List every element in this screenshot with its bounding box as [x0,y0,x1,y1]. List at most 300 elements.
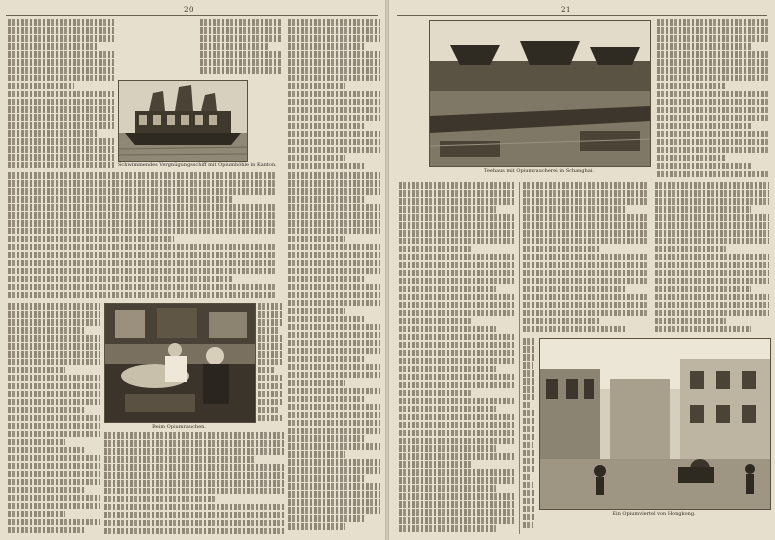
text-line [258,383,284,390]
text-line [523,362,533,369]
text-line [288,332,380,339]
text-line [399,430,515,437]
illustration-street [539,338,771,510]
text-line [8,319,100,326]
text-line [523,238,647,245]
text-line [399,334,515,341]
text-line [523,222,647,229]
text-line [288,348,380,355]
text-line [8,495,100,502]
text-line [8,27,114,34]
text-line [399,445,496,452]
text-line [655,262,769,269]
text-line [288,204,380,211]
text-line [657,67,769,74]
text-line [657,83,726,90]
text-line [8,99,114,106]
text-line [523,286,627,293]
text-line [288,364,380,371]
text-line [8,138,114,145]
text-line [104,488,284,495]
text-line [8,244,276,251]
text-line [288,340,380,347]
text-line [8,236,174,243]
text-line [399,318,471,325]
text-line [399,406,496,413]
text-line [655,254,769,261]
text-line [523,198,647,205]
text-line [104,472,284,479]
text-line [523,326,627,333]
text-line [399,358,515,365]
caption-street: Ein Opiumviertel von Hongkong. [612,511,696,517]
text-line [8,114,114,121]
caption-opium-den: Beim Opiumrauchen. [152,424,206,430]
text-line [104,464,284,471]
text-line [657,107,769,114]
text-line [399,294,515,301]
text-line [523,458,535,465]
illustration-pleasure-boat [118,80,248,162]
text-line [523,370,535,377]
text-line [8,471,100,478]
text-line [655,198,769,205]
text-line [655,222,769,229]
text-line [288,107,380,114]
text-line [523,402,530,409]
text-line [8,503,100,510]
text-line [399,214,515,221]
text-line [288,459,380,466]
text-line [258,303,284,310]
text-line [258,327,280,334]
text-line [655,238,769,245]
text-line [399,326,496,333]
text-line [523,230,647,237]
text-line [288,180,380,187]
text-line [288,188,380,195]
text-line [523,270,647,277]
text-line [8,391,100,398]
text-line [258,391,284,398]
text-line [288,324,380,331]
text-line [288,196,365,203]
text-line [399,477,515,484]
text-line [655,310,769,317]
text-line [288,316,365,323]
text-line [399,398,515,405]
text-line [288,147,380,154]
text-line [523,246,600,253]
text-line [399,422,515,429]
text-line [8,423,100,430]
text-line [288,155,345,162]
text-line [523,434,535,441]
text-line [288,284,380,291]
text-line [399,382,515,389]
text-line [399,469,515,476]
text-line [8,106,114,113]
illustration-opium-den [104,303,256,423]
text-line [655,326,751,333]
text-line [655,294,769,301]
page-number-left: 20 [184,6,194,14]
text-line [8,172,276,179]
text-line [288,252,380,259]
text-column-left-top [8,19,114,103]
text-line [523,278,647,285]
text-line [288,83,345,90]
text-line [288,212,380,219]
text-line [288,260,380,267]
text-line [288,115,380,122]
text-line [523,378,535,385]
text-line [288,515,365,522]
text-line [657,163,751,170]
text-line [288,236,345,243]
text-line [523,482,533,489]
text-line [288,467,380,474]
text-line [399,190,515,197]
text-line [288,380,345,387]
text-line [399,206,496,213]
text-line [655,246,726,253]
text-line [8,351,100,358]
text-line [8,180,276,187]
text-column-right-top [288,19,380,169]
text-line [8,130,97,137]
text-line [288,475,365,482]
text-line [523,394,535,401]
text-line [258,375,284,382]
text-line [655,230,769,237]
text-line [288,35,380,42]
text-line [655,318,726,325]
text-line [8,375,100,382]
text-line [288,244,380,251]
text-line [8,463,100,470]
text-line [657,75,769,82]
text-line [399,222,515,229]
text-line [655,206,751,213]
text-line [200,51,282,58]
text-column-right-page-top [657,19,769,177]
text-line [8,276,233,283]
text-line [657,27,769,34]
text-line [8,83,74,90]
text-line [8,35,114,42]
text-line [399,493,515,500]
text-line [288,451,345,458]
text-line [8,59,114,66]
text-line [288,276,365,283]
text-line [399,461,471,468]
text-line [258,367,274,374]
text-block-lower-right [288,172,380,532]
text-line [523,182,647,189]
header-rule-right [397,15,767,16]
text-line [8,75,114,82]
text-line [200,35,282,42]
text-line [657,147,769,154]
text-line [8,188,276,195]
text-line [288,139,380,146]
text-line [200,67,282,74]
text-line [104,528,284,535]
text-line [657,171,769,178]
text-line [288,51,380,58]
text-line [523,474,530,481]
text-line [523,214,647,221]
text-line [288,483,380,490]
text-line [523,466,535,473]
text-line [200,59,282,66]
text-line [258,343,284,350]
text-line [657,123,751,130]
text-line [8,220,276,227]
text-line [258,351,284,358]
text-line [288,404,380,411]
text-line [288,131,380,138]
text-line [523,206,627,213]
text-line [8,511,65,518]
text-block-bottom-left [104,432,284,534]
text-line [288,499,380,506]
text-line [523,450,535,457]
text-line [657,99,769,106]
text-line [8,399,100,406]
text-line [399,246,471,253]
text-line [523,318,600,325]
text-line [523,442,533,449]
text-line [657,51,769,58]
text-line [288,43,365,50]
text-column-rp-1 [399,182,515,534]
text-line [288,292,380,299]
left-page [0,0,385,540]
illustration-teahouse [429,20,651,167]
text-line [288,91,380,98]
text-line [657,131,769,138]
text-column-left-wrap [8,106,114,170]
text-line [8,479,100,486]
text-line [8,335,100,342]
text-line [200,27,282,34]
text-line [8,407,85,414]
text-line [399,374,515,381]
text-column-rp-street-left [523,338,535,534]
text-column-rp-3 [655,182,769,332]
text-line [8,162,114,169]
text-line [399,270,515,277]
text-line [8,67,114,74]
text-line [8,196,233,203]
text-line [258,311,284,318]
text-line [8,311,100,318]
text-line [8,122,114,129]
text-line [8,204,276,211]
caption-pleasure-boat: Schwimmendes Vergnügungsschiff mit Opiumhöhle in Kanton. [118,162,277,168]
text-line [523,410,535,417]
text-line [399,414,515,421]
text-line [288,388,380,395]
text-line [8,252,276,259]
text-line [8,359,100,366]
text-line [104,448,284,455]
text-line [200,19,282,26]
text-line [8,447,85,454]
text-line [288,75,380,82]
text-line [8,327,85,334]
text-line [8,343,100,350]
text-line [523,426,535,433]
text-line [523,294,647,301]
text-line [523,490,535,497]
text-line [288,372,380,379]
text-line [8,292,276,299]
text-line [8,268,276,275]
text-line [288,420,380,427]
text-line [399,453,515,460]
text-line [523,262,647,269]
text-line [523,310,647,317]
text-line [399,438,515,445]
text-line [657,43,751,50]
text-line [258,415,284,422]
text-line [657,35,769,42]
text-line [8,146,114,153]
text-line [288,172,380,179]
text-line [288,428,380,435]
caption-teahouse: Teehaus mit Opiumraucherei in Schanghai. [484,168,594,174]
text-line [8,367,65,374]
text-line [657,59,769,66]
text-line [8,383,100,390]
text-line [655,302,769,309]
text-line [8,527,85,534]
text-line [288,300,380,307]
text-line [523,522,533,529]
text-line [258,407,280,414]
text-line [288,268,380,275]
header-rule [6,15,378,16]
text-column-rp-2 [523,182,647,332]
text-line [655,214,769,221]
text-line [399,366,496,373]
text-line [288,220,380,227]
text-line [523,190,647,197]
text-line [8,415,100,422]
text-line [399,485,496,492]
text-line [288,523,345,530]
text-line [523,346,535,353]
text-line [399,350,515,357]
text-line [399,390,471,397]
text-line [655,190,769,197]
text-line [104,440,284,447]
text-line [523,254,647,261]
text-column-den-left [8,303,100,533]
text-line [399,525,496,532]
text-line [523,302,647,309]
text-line [399,302,515,309]
text-line [657,155,726,162]
text-line [8,455,100,462]
text-line [523,386,535,393]
text-line [8,439,65,446]
text-line [8,303,100,310]
text-line [288,443,380,450]
text-line [288,396,365,403]
text-line [399,262,515,269]
text-line [8,431,100,438]
text-line [104,520,284,527]
text-line [288,507,380,514]
text-line [104,496,216,503]
text-line [200,43,269,50]
text-line [288,19,380,26]
text-line [523,338,535,345]
text-line [655,270,769,277]
text-line [104,504,284,511]
text-line [8,260,276,267]
text-line [399,230,515,237]
text-column-den-right [258,303,284,423]
text-line [399,286,496,293]
text-line [288,308,345,315]
text-line [288,412,380,419]
text-line [104,456,255,463]
text-line [104,512,284,519]
text-line [8,19,114,26]
text-line [104,432,284,439]
text-line [523,418,535,425]
text-line [8,154,114,161]
text-line [288,435,365,442]
text-line [8,91,114,98]
text-line [8,284,276,291]
text-line [399,238,515,245]
text-line [523,354,535,361]
text-line [258,319,284,326]
text-line [523,506,535,513]
text-line [104,480,284,487]
text-line [399,198,515,205]
text-line [399,342,515,349]
text-line [288,491,380,498]
text-line [657,91,769,98]
text-line [288,356,365,363]
column-separator [519,182,520,534]
text-line [655,182,769,189]
text-line [657,139,769,146]
text-line [8,519,100,526]
text-line [288,99,380,106]
text-line [399,310,515,317]
text-line [657,115,769,122]
text-line [523,498,535,505]
text-line [655,286,751,293]
text-line [8,228,276,235]
text-line [258,359,284,366]
text-line [399,509,515,516]
text-line [399,517,515,524]
text-line [657,19,769,26]
text-line [8,51,114,58]
text-line [288,59,380,66]
text-column-mid-top [200,19,282,77]
text-line [258,335,284,342]
